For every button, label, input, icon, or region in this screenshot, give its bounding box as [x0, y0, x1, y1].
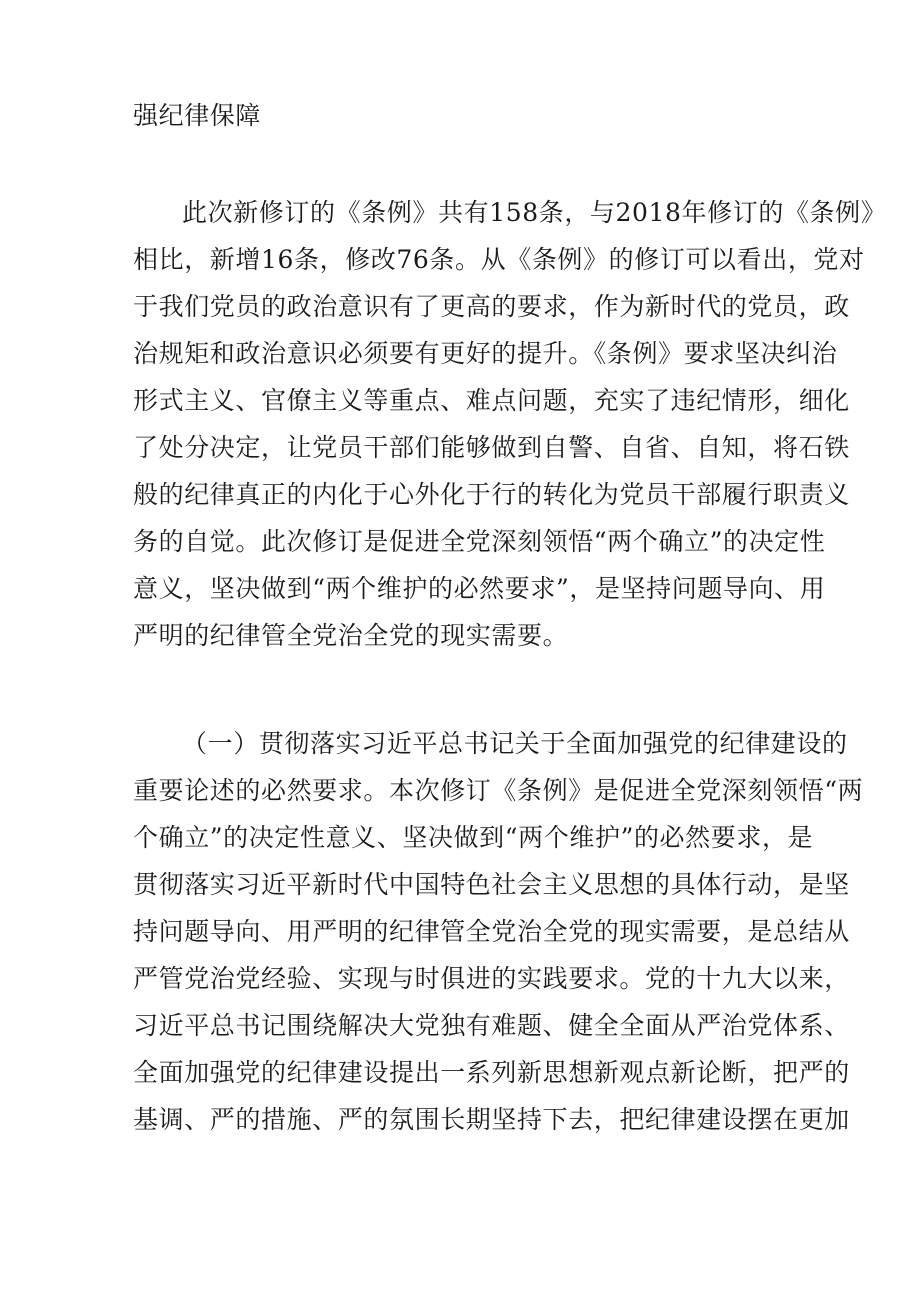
paragraph-1-line: 此次新修订的《条例》共有158条，与2018年修订的《条例》: [182, 198, 887, 227]
paragraph-2-line: （一）贯彻落实习近平总书记关于全面加强党的纪律建设的: [182, 729, 848, 758]
paragraph-1-line: 意义，坚决做到“两个维护的必然要求”，是坚持问题导向、用: [133, 574, 826, 603]
paragraph-1-line: 务的自觉。此次修订是促进全党深刻领悟“两个确立”的决定性: [133, 527, 826, 556]
section-heading: 强纪律保障: [133, 101, 262, 130]
paragraph-1-line: 形式主义、官僚主义等重点、难点问题，充实了违纪情形，细化: [133, 386, 850, 415]
paragraph-1-line: 于我们党员的政治意识有了更高的要求，作为新时代的党员，政: [133, 292, 850, 321]
paragraph-2-line: 基调、严的措施、严的氛围长期坚持下去，把纪律建设摆在更加: [133, 1105, 850, 1134]
paragraph-2-line: 贯彻落实习近平新时代中国特色社会主义思想的具体行动，是坚: [133, 870, 850, 899]
paragraph-2-line: 重要论述的必然要求。本次修订《条例》是促进全党深刻领悟“两: [133, 776, 864, 805]
paragraph-1-line: 严明的纪律管全党治全党的现实需要。: [133, 621, 569, 650]
paragraph-2-line: 个确立”的决定性意义、坚决做到“两个维护”的必然要求，是: [133, 823, 814, 852]
paragraph-2-line: 严管党治党经验、实现与时俱进的实践要求。党的十九大以来，: [133, 964, 850, 993]
paragraph-2-line: 全面加强党的纪律建设提出一系列新思想新观点新论断，把严的: [133, 1058, 850, 1087]
paragraph-2-line: 持问题导向、用严明的纪律管全党治全党的现实需要，是总结从: [133, 917, 850, 946]
paragraph-1-line: 治规矩和政治意识必须要有更好的提升。《条例》要求坚决纠治: [133, 339, 838, 368]
paragraph-1-line: 般的纪律真正的内化于心外化于行的转化为党员干部履行职责义: [133, 480, 850, 509]
paragraph-1-line: 了处分决定，让党员干部们能够做到自警、自省、自知，将石铁: [133, 433, 850, 462]
paragraph-2-line: 习近平总书记围绕解决大党独有难题、健全全面从严治党体系、: [133, 1011, 850, 1040]
paragraph-1-line: 相比，新增16条，修改76条。从《条例》的修订可以看出，党对: [133, 245, 865, 274]
